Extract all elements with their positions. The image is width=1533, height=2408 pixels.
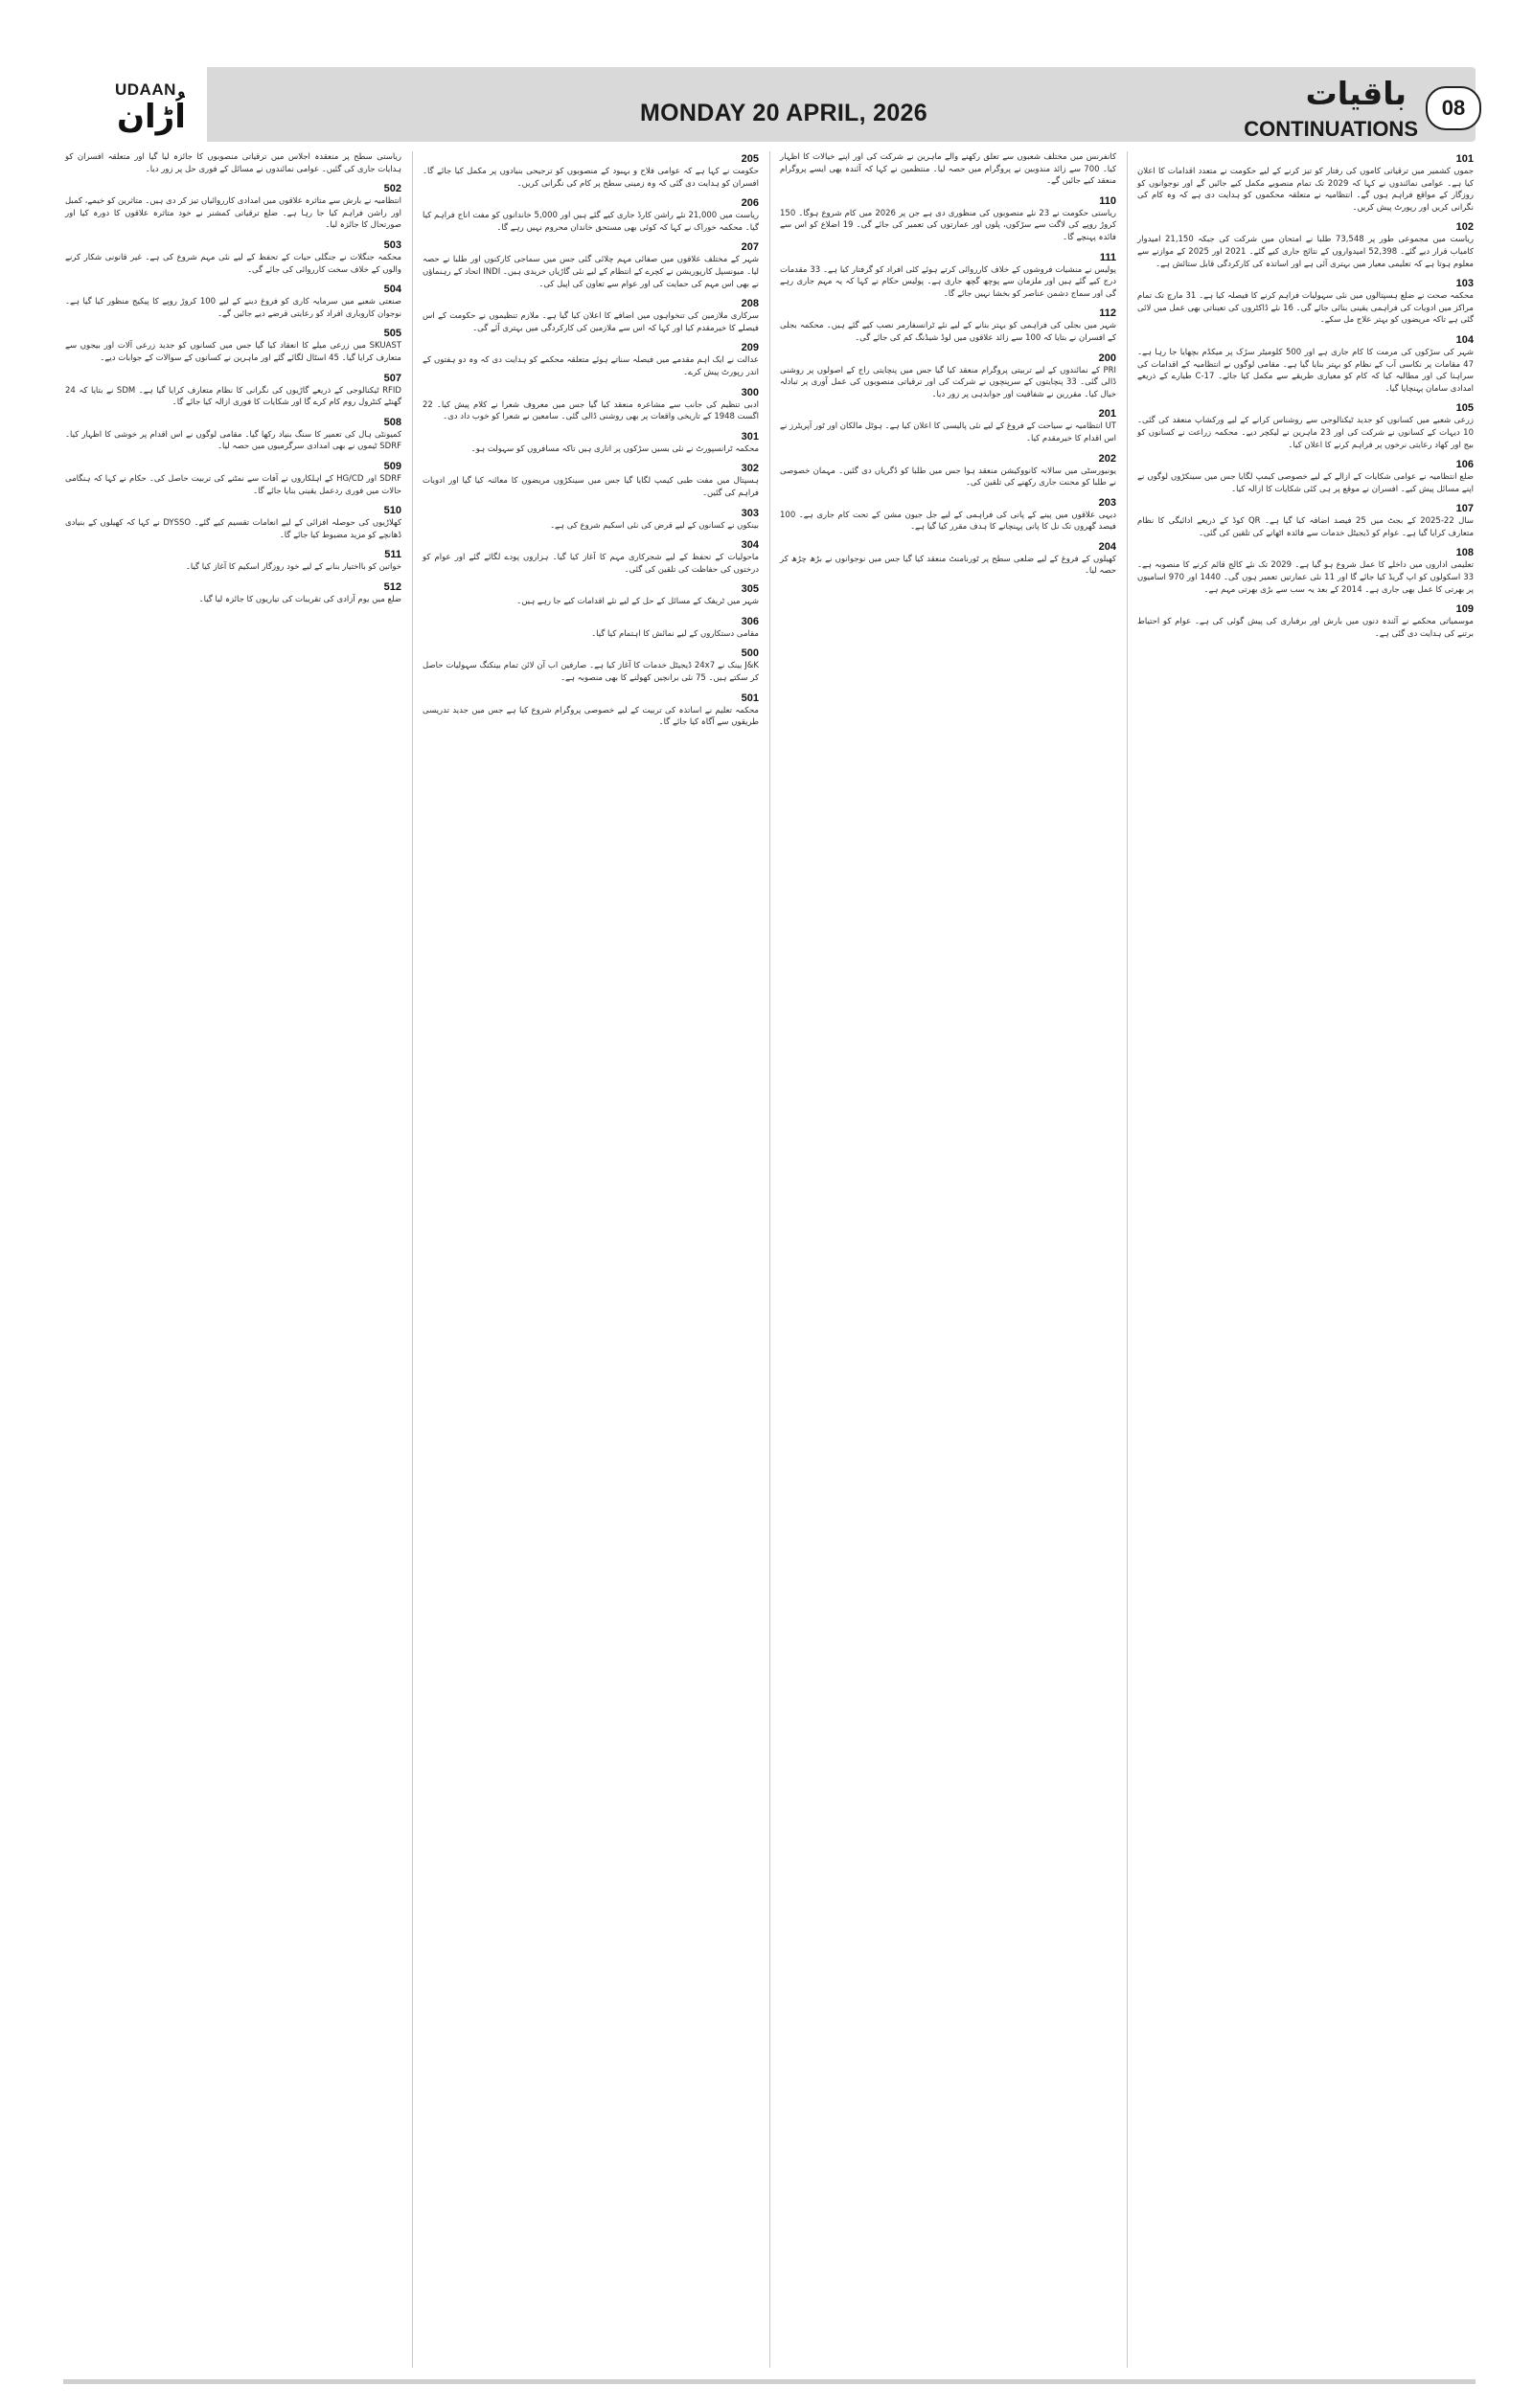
text-column bbox=[421, 151, 761, 2368]
continuation-block bbox=[1135, 400, 1476, 457]
section-title-urdu: باقیات bbox=[1305, 75, 1407, 112]
continuation-number: 302 bbox=[741, 463, 759, 475]
continuation-text: UT انتظامیہ نے سیاحت کے فروغ کے لیے نئی پالیسی کا اعلان کیا ہے۔ ہوٹل مالکان اور ٹور آپریٹرز نے اس اقدام کا خیرمقدم کیا۔ bbox=[780, 421, 1116, 443]
continuation-number: 306 bbox=[741, 615, 759, 627]
text-column bbox=[63, 151, 403, 2368]
continuation-number: 108 bbox=[1455, 547, 1474, 559]
continuation-text: محکمہ جنگلات نے جنگلی حیات کے تحفظ کے لیے نئی مہم شروع کی ہے۔ غیر قانونی شکار کرنے والوں کے خلاف سخت کارروائی کی جائے گی۔ bbox=[65, 252, 401, 275]
continuation-block bbox=[63, 579, 403, 612]
page-number-badge: 08 bbox=[1426, 86, 1481, 130]
continuation-block bbox=[778, 495, 1118, 539]
continuation-block bbox=[421, 151, 761, 195]
continuation-number: 505 bbox=[383, 328, 401, 340]
continuation-block bbox=[421, 340, 761, 384]
continuation-number: 110 bbox=[1099, 194, 1116, 207]
continuation-block bbox=[421, 537, 761, 581]
continuation-number: 205 bbox=[741, 153, 759, 165]
continuation-block bbox=[63, 282, 403, 326]
continuation-text: شہر کے مختلف علاقوں میں صفائی مہم چلائی گئی جس میں سماجی کارکنوں اور طلبا نے حصہ لیا۔ میونسپل کارپوریشن نے کچرے کے انتظام کے لیے نئی گاڑیاں خریدی ہیں۔ INDI اتحاد کے رہنماؤں نے بھی اس مہم کی حمایت کی اور عوام سے تعاون کی اپیل کی۔ bbox=[423, 255, 759, 289]
continuation-block bbox=[778, 406, 1118, 450]
text-column bbox=[1135, 151, 1476, 2368]
continuation-block bbox=[63, 371, 403, 415]
continuation-number: 105 bbox=[1455, 402, 1474, 415]
continuation-block bbox=[778, 306, 1118, 350]
article-columns bbox=[63, 151, 1476, 2368]
continuation-number: 203 bbox=[1098, 496, 1116, 509]
continuation-block bbox=[63, 181, 403, 238]
continuation-number: 103 bbox=[1455, 278, 1474, 290]
continuation-number: 305 bbox=[741, 583, 759, 596]
continuation-text: زرعی شعبے میں کسانوں کو جدید ٹیکنالوجی سے روشناس کرانے کے لیے ورکشاپ منعقد کی گئی۔ 10 دیہات کے کسانوں نے شرکت کی اور 23 ماہرین نے لیکچر دیے۔ محکمہ زراعت نے کسانوں کو بیج اور کھاد رعایتی نرخوں پر فراہم کرنے کا اعلان کیا۔ bbox=[1137, 416, 1474, 450]
continuation-block bbox=[63, 415, 403, 459]
continuation-text: ماحولیات کے تحفظ کے لیے شجرکاری مہم کا آغاز کیا گیا۔ ہزاروں پودے لگائے گئے اور عوام کو درختوں کی حفاظت کی تلقین کی گئی۔ bbox=[423, 553, 759, 575]
continuation-text: ریاست میں 21,000 نئے راشن کارڈ جاری کیے گئے ہیں اور 5,000 خاندانوں کو مفت اناج فراہم کیا گیا۔ محکمہ خوراک نے کہا کہ کوئی بھی مستحق خاندان محروم نہیں رہے گا۔ bbox=[423, 211, 760, 233]
continuation-number: 510 bbox=[383, 505, 401, 517]
continuation-block bbox=[1135, 602, 1476, 646]
continuation-text: محکمہ تعلیم نے اساتذہ کی تربیت کے لیے خصوصی پروگرام شروع کیا ہے جس میں جدید تدریسی طریقوں سے آگاہ کیا جائے گا۔ bbox=[423, 705, 759, 728]
continuation-text: سال 22-2025 کے بجٹ میں 25 فیصد اضافہ کیا گیا ہے۔ QR کوڈ کے ذریعے ادائیگی کا نظام متعارف کرایا گیا ہے۔ عوام کو ڈیجیٹل خدمات سے فائدہ اٹھانے کی تلقین کی گئی۔ bbox=[1137, 516, 1475, 538]
continuation-block bbox=[421, 296, 761, 340]
continuation-text: ضلع انتظامیہ نے عوامی شکایات کے ازالے کے لیے خصوصی کیمپ لگایا جس میں سینکڑوں لوگوں نے اپنے مسائل پیش کیے۔ افسران نے موقع پر ہی کئی شکایات کا ازالہ کیا۔ bbox=[1137, 472, 1474, 494]
continuation-number: 507 bbox=[383, 372, 401, 384]
continuation-text: عدالت نے ایک اہم مقدمے میں فیصلہ سناتے ہوئے متعلقہ محکمے کو ہدایت دی کہ وہ دو ہفتوں کے اندر رپورٹ پیش کرے۔ bbox=[423, 355, 759, 377]
continuation-number: 303 bbox=[741, 507, 759, 519]
continuation-number: 104 bbox=[1455, 333, 1474, 346]
continuation-text: محکمہ ٹرانسپورٹ نے نئی بسیں سڑکوں پر اتاری ہیں تاکہ مسافروں کو سہولت ہو۔ bbox=[470, 443, 759, 454]
continuation-text: حکومت نے کہا ہے کہ عوامی فلاح و بہبود کے منصوبوں کو ترجیحی بنیادوں پر مکمل کیا جائے گا۔ افسران کو ہدایت دی گئی کہ وہ زمینی سطح پر کام کی نگرانی کریں۔ bbox=[423, 167, 759, 189]
continuation-block bbox=[1135, 151, 1476, 219]
continuation-text: موسمیاتی محکمے نے آئندہ دنوں میں بارش اور برفباری کی پیش گوئی کی ہے۔ عوام کو احتیاط برتنے کی ہدایت دی گئی ہے۔ bbox=[1137, 617, 1474, 639]
continuation-number: 503 bbox=[383, 239, 401, 251]
continuation-number: 300 bbox=[741, 386, 759, 398]
continuation-text: تعلیمی اداروں میں داخلے کا عمل شروع ہو گیا ہے۔ 2029 تک نئے کالج قائم کرنے کا منصوبہ ہے۔ 33 اسکولوں کو اپ گریڈ کیا جائے گا اور 11 نئی عمارتیں تعمیر ہوں گی۔ 1440 اور 970 اسامیوں پر بھرتی کا عمل بھی جاری ہے۔ 2014 کے بعد یہ سب سے بڑی بھرتی مہم ہے۔ bbox=[1137, 560, 1475, 595]
continuation-text: مقامی دستکاروں کے لیے نمائش کا اہتمام کیا گیا۔ bbox=[591, 628, 759, 639]
text-column bbox=[778, 151, 1118, 2368]
continuation-block bbox=[778, 193, 1118, 250]
continuation-block bbox=[1135, 332, 1476, 400]
continuation-text: سرکاری ملازمین کی تنخواہوں میں اضافے کا اعلان کیا گیا ہے۔ ملازم تنظیموں نے حکومت کے اس فیصلے کا خیرمقدم کیا اور کہا کہ اس سے ملازمین کی کارکردگی میں بہتری آئے گی۔ bbox=[423, 311, 759, 333]
continuation-block bbox=[778, 451, 1118, 495]
continuation-text: ریاست میں مجموعی طور پر 73,548 طلبا نے امتحان میں شرکت کی جبکہ 21,150 امیدوار کامیاب قرار دیے گئے۔ 52,398 امیدواروں کے نتائج جاری کیے گئے۔ 2021 اور 2025 کے موازنے سے معلوم ہوتا ہے کہ تعلیمی معیار میں بہتری آئی ہے اور اساتذہ کی کارکردگی قابل ستائش ہے۔ bbox=[1137, 235, 1474, 269]
continuation-block bbox=[1135, 457, 1476, 501]
continuation-number: 101 bbox=[1455, 153, 1474, 165]
continuation-number: 201 bbox=[1098, 408, 1116, 420]
continuation-text: ہسپتال میں مفت طبی کیمپ لگایا گیا جس میں سینکڑوں مریضوں کا معائنہ کیا گیا اور ادویات فراہم کی گئیں۔ bbox=[423, 476, 759, 498]
continuation-number: 204 bbox=[1098, 540, 1116, 553]
continuation-text: ضلع میں یوم آزادی کی تقریبات کی تیاریوں کا جائزہ لیا گیا۔ bbox=[198, 594, 401, 604]
continuation-text: دیہی علاقوں میں پینے کے پانی کی فراہمی کے لیے جل جیون مشن کے تحت کام جاری ہے۔ 100 فیصد گھروں تک نل کا پانی پہنچانے کا ہدف مقرر کیا گیا ہے۔ bbox=[780, 510, 1116, 533]
continuation-text: J&K بینک نے 24x7 ڈیجیٹل خدمات کا آغاز کیا ہے۔ صارفین اب آن لائن تمام بینکنگ سہولیات حاصل کر سکتے ہیں۔ 75 نئی برانچیں کھولنے کا بھی منصوبہ ہے۔ bbox=[423, 661, 759, 684]
continuation-number: 509 bbox=[383, 460, 401, 472]
continuation-text: کھلاڑیوں کی حوصلہ افزائی کے لیے انعامات تقسیم کیے گئے۔ DYSSO نے کہا کہ کھیلوں کے بنیادی ڈھانچے کو مزید مضبوط کیا جائے گا۔ bbox=[65, 518, 402, 540]
continuation-block bbox=[778, 351, 1118, 407]
continuation-block bbox=[421, 461, 761, 505]
continuation-block bbox=[1135, 276, 1476, 332]
continuation-number: 502 bbox=[383, 183, 401, 195]
continuation-block bbox=[421, 239, 761, 296]
continuation-text: خواتین کو بااختیار بنانے کے لیے خود روزگار اسکیم کا آغاز کیا گیا۔ bbox=[185, 562, 401, 573]
continuation-number: 202 bbox=[1098, 452, 1116, 465]
continuation-number: 200 bbox=[1098, 352, 1116, 364]
continuation-number: 107 bbox=[1455, 503, 1474, 515]
continuation-block bbox=[421, 385, 761, 429]
continuation-block bbox=[421, 614, 761, 647]
continuation-text: محکمہ صحت نے ضلع ہسپتالوں میں نئی سہولیات فراہم کرنے کا فیصلہ کیا ہے۔ 31 مارچ تک تمام مراکز میں ادویات کی فراہمی یقینی بنائی جائے گی۔ 16 نئے ڈاکٹروں کی تعیناتی بھی عمل میں لائی گئی ہے تاکہ مریضوں کو بہتر علاج مل سکے۔ bbox=[1137, 291, 1474, 326]
column-divider bbox=[412, 151, 413, 2368]
column-divider bbox=[769, 151, 770, 2368]
continuation-text: یونیورسٹی میں سالانہ کانووکیشن منعقد ہوا جس میں طلبا کو ڈگریاں دی گئیں۔ مہمان خصوصی نے طلبا کو محنت جاری رکھنے کی تلقین کی۔ bbox=[780, 466, 1116, 488]
continuation-number: 501 bbox=[741, 692, 759, 704]
continuation-block bbox=[421, 691, 761, 735]
continuation-block bbox=[421, 429, 761, 462]
continuation-block bbox=[63, 503, 403, 547]
continuation-number: 102 bbox=[1455, 221, 1474, 234]
continuation-block bbox=[778, 250, 1118, 307]
continuation-block bbox=[1135, 545, 1476, 602]
column-divider bbox=[1127, 151, 1128, 2368]
continuation-block bbox=[421, 506, 761, 538]
continuation-block bbox=[1135, 501, 1476, 545]
continuation-text: بینکوں نے کسانوں کے لیے قرض کی نئی اسکیم شروع کی ہے۔ bbox=[550, 520, 759, 531]
continuation-number: 208 bbox=[741, 298, 759, 310]
continuation-number: 512 bbox=[383, 580, 401, 593]
continuation-number: 207 bbox=[741, 241, 759, 254]
footer-rule bbox=[63, 2379, 1476, 2384]
continuation-number: 511 bbox=[384, 549, 401, 561]
continuation-number: 106 bbox=[1455, 459, 1474, 471]
continuation-number: 301 bbox=[741, 430, 759, 443]
continuation-number: 504 bbox=[383, 284, 401, 296]
continuation-number: 206 bbox=[741, 197, 759, 210]
continuation-number: 111 bbox=[1099, 251, 1116, 263]
continuation-text: پولیس نے منشیات فروشوں کے خلاف کارروائی کرتے ہوئے کئی افراد کو گرفتار کیا ہے۔ 33 مقدمات درج کیے گئے ہیں اور ملزمان سے پوچھ گچھ جاری ہے۔ پولیس حکام نے کہا کہ یہ مہم جاری رہے گی اور سماج دشمن عناصر کو بخشا نہیں جائے گا۔ bbox=[780, 264, 1116, 299]
continuation-text: PRI کے نمائندوں کے لیے تربیتی پروگرام منعقد کیا گیا جس میں پنچایتی راج کے اصولوں پر روشنی ڈالی گئی۔ 33 پنچایتوں کے سرپنچوں نے شرکت کی اور ترقیاتی منصوبوں کی عمل آوری پر تبادلہ خیال کیا۔ مقررین نے شفافیت اور جوابدہی پر زور دیا۔ bbox=[780, 365, 1116, 399]
continuation-number: 500 bbox=[741, 647, 759, 660]
continuation-block bbox=[63, 459, 403, 503]
continuation-block bbox=[421, 581, 761, 614]
continuation-block bbox=[63, 151, 403, 181]
continuation-text: SDRF اور HG/CD کے اہلکاروں نے آفات سے نمٹنے کی تربیت حاصل کی۔ حکام نے کہا کہ ہنگامی حالات میں فوری ردعمل یقینی بنایا جائے گا۔ bbox=[65, 473, 401, 496]
logo-urdu: اُڑان bbox=[117, 98, 186, 136]
continuation-text: کانفرنس میں مختلف شعبوں سے تعلق رکھنے والے ماہرین نے شرکت کی اور اپنے خیالات کا اظہار کیا۔ 700 سے زائد مندوبین نے پروگرام میں حصہ لیا۔ منتظمین نے کہا کہ آئندہ بھی ایسے پروگرام منعقد کیے جائیں گے۔ bbox=[780, 152, 1116, 187]
continuation-block bbox=[421, 646, 761, 690]
continuation-text: صنعتی شعبے میں سرمایہ کاری کو فروغ دینے کے لیے 100 کروڑ روپے کا پیکیج منظور کیا گیا ہے۔ نوجوان کاروباری افراد کو رعایتی قرضے دیے جائیں گے۔ bbox=[65, 297, 401, 319]
continuation-text: کمیونٹی ہال کی تعمیر کا سنگ بنیاد رکھا گیا۔ مقامی لوگوں نے اس اقدام پر خوشی کا اظہار کیا۔ SDRF ٹیموں نے بھی امدادی سرگرمیوں میں حصہ لیا۔ bbox=[65, 429, 401, 452]
continuation-number: 304 bbox=[741, 539, 759, 552]
continuation-text: ادبی تنظیم کی جانب سے مشاعرہ منعقد کیا گیا جس میں معروف شعرا نے کلام پیش کیا۔ 22 اگست 1948 کے تاریخی واقعات پر بھی روشنی ڈالی گئی۔ سامعین نے شعرا کو خوب داد دی۔ bbox=[423, 399, 759, 422]
continuation-text: ریاستی سطح پر منعقدہ اجلاس میں ترقیاتی منصوبوں کا جائزہ لیا گیا اور متعلقہ افسران کو ہدایات جاری کی گئیں۔ عوامی نمائندوں نے مسائل کے فوری حل پر زور دیا۔ bbox=[65, 152, 401, 174]
continuation-text: ریاستی حکومت نے 23 نئے منصوبوں کی منظوری دی ہے جن پر 2026 میں کام شروع ہوگا۔ 150 کروڑ روپے کی لاگت سے سڑکوں، پلوں اور عمارتوں کی تعمیر کی جائے گی۔ 19 اضلاع کو اس سے فائدہ پہنچے گا۔ bbox=[780, 208, 1116, 242]
logo-english: UDAAN bbox=[115, 80, 176, 99]
continuation-number: 508 bbox=[383, 416, 401, 428]
continuation-number: 109 bbox=[1455, 603, 1474, 616]
continuation-text: SKUAST میں زرعی میلے کا انعقاد کیا گیا جس میں کسانوں کو جدید زرعی آلات اور بیجوں سے متعارف کرایا گیا۔ 45 اسٹال لگائے گئے اور ماہرین نے کسانوں کے سوالات کے جوابات دیے۔ bbox=[65, 341, 401, 363]
continuation-text: شہر میں ٹریفک کے مسائل کے حل کے لیے نئے اقدامات کیے جا رہے ہیں۔ bbox=[516, 597, 759, 607]
continuation-text: انتظامیہ نے بارش سے متاثرہ علاقوں میں امدادی کارروائیاں تیز کر دی ہیں۔ متاثرین کو خیمے، کمبل اور راشن فراہم کیا جا رہا ہے۔ ضلع ترقیاتی کمشنر نے خود متاثرہ علاقوں کا دورہ کیا اور صورتحال کا جائزہ لیا۔ bbox=[65, 196, 401, 231]
continuation-block bbox=[1135, 219, 1476, 276]
continuation-text: شہر میں بجلی کی فراہمی کو بہتر بنانے کے لیے نئے ٹرانسفارمر نصب کیے گئے ہیں۔ محکمہ بجلی کے افسران نے بتایا کہ 100 سے زائد علاقوں میں لوڈ شیڈنگ کم کی جائے گی۔ bbox=[780, 321, 1116, 343]
continuation-text: RFID ٹیکنالوجی کے ذریعے گاڑیوں کی نگرانی کا نظام متعارف کرایا گیا ہے۔ SDM نے بتایا کہ 24 گھنٹے کنٹرول روم کام کرے گا اور شکایات کا فوری ازالہ کیا جائے گا۔ bbox=[65, 385, 401, 408]
continuation-text: شہر کی سڑکوں کی مرمت کا کام جاری ہے اور 500 کلومیٹر سڑک پر میکڈم بچھایا جا رہا ہے۔ 47 مقامات پر نکاسی آب کے نظام کو بہتر بنایا گیا ہے۔ مقامی لوگوں نے انتظامیہ کے اقدامات کی سراہنا کی اور مطالبہ کیا کہ کام کو معیاری طریقے سے مکمل کیا جائے۔ C-17 طیارے کے ذریعے امدادی سامان پہنچایا گیا۔ bbox=[1137, 347, 1474, 394]
continuation-number: 209 bbox=[741, 342, 759, 354]
section-title-english: CONTINUATIONS bbox=[1244, 117, 1418, 141]
continuation-block bbox=[778, 539, 1118, 583]
continuation-text: جموں کشمیر میں ترقیاتی کاموں کی رفتار کو تیز کرنے کے لیے حکومت نے متعدد اقدامات کا اعلان کیا ہے۔ عوامی نمائندوں نے کہا کہ 2029 تک تمام منصوبے مکمل کیے جائیں گے اور نوجوانوں کو روزگار کے مواقع فراہم ہوں گے۔ انتظامیہ نے متعلقہ محکموں کو ہدایت دی ہے کہ وہ کام کی نگرانی کریں اور رپورٹ پیش کریں۔ bbox=[1137, 167, 1474, 213]
issue-date: MONDAY 20 APRIL, 2026 bbox=[640, 100, 927, 126]
continuation-block bbox=[63, 547, 403, 579]
continuation-block bbox=[421, 195, 761, 239]
continuation-block bbox=[778, 151, 1118, 193]
continuation-text: کھیلوں کے فروغ کے لیے ضلعی سطح پر ٹورنامنٹ منعقد کیا گیا جس میں نوجوانوں نے بڑھ چڑھ کر حصہ لیا۔ bbox=[780, 554, 1116, 577]
continuation-block bbox=[63, 238, 403, 282]
continuation-block bbox=[63, 326, 403, 370]
continuation-number: 112 bbox=[1099, 307, 1116, 320]
